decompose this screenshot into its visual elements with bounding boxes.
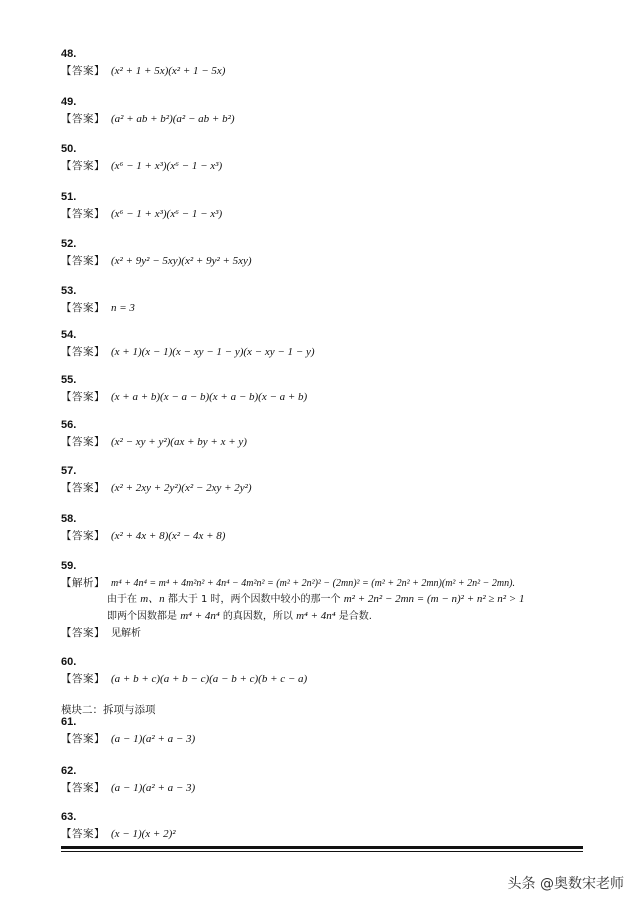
answer-expression: n = 3 [111, 302, 135, 314]
footer-rule-thick [61, 846, 583, 849]
text-segment: 是合数. [335, 611, 372, 622]
answer-label: 【答案】 [61, 160, 105, 172]
item-number: 49. [61, 96, 77, 108]
item-number: 63. [61, 811, 77, 823]
answer-item-62 [61, 765, 581, 796]
answer-item-54 [61, 329, 581, 360]
item-number: 50. [61, 143, 77, 155]
answer-expression: (x⁶ − 1 + x³)(x⁶ − 1 − x³) [111, 160, 223, 172]
item-number: 52. [61, 238, 77, 250]
section-title: 模块二：拆项与添项 [61, 704, 156, 716]
item-number: 62. [61, 765, 77, 777]
answer-label: 【答案】 [61, 391, 105, 403]
item-number: 55. [61, 374, 77, 386]
answer-label: 【答案】 [61, 530, 105, 542]
item-number: 60. [61, 656, 77, 668]
answer-expression: (x² + 4x + 8)(x² − 4x + 8) [111, 530, 226, 542]
answer-label: 【答案】 [61, 113, 105, 125]
text-segment: 由于在 [107, 594, 141, 605]
analysis-label: 【解析】 [61, 577, 105, 589]
answer-expression: (x − 1)(x + 2)² [111, 828, 176, 840]
answer-expression: (x² + 2xy + 2y²)(x² − 2xy + 2y²) [111, 482, 252, 494]
footer-rule-thin [61, 851, 583, 852]
item-number: 57. [61, 465, 77, 477]
answer-item-49 [61, 96, 581, 127]
item-number: 58. [61, 513, 77, 525]
answer-expression: (x² + 9y² − 5xy)(x² + 9y² + 5xy) [111, 255, 252, 267]
text-segment: 的真因数，所以 [219, 611, 297, 622]
answer-label: 【答案】 [61, 208, 105, 220]
answer-label: 【答案】 [61, 828, 105, 840]
analysis-line-3 [107, 608, 581, 625]
answer-text: 见解析 [111, 628, 141, 639]
item-number: 61. [61, 716, 77, 728]
item-number: 56. [61, 419, 77, 431]
answer-item-57 [61, 465, 581, 496]
answer-label: 【答案】 [61, 302, 105, 314]
item-number: 59. [61, 560, 77, 572]
answer-label: 【答案】 [61, 782, 105, 794]
answer-item-63 [61, 811, 581, 842]
answer-item-58 [61, 513, 581, 544]
answer-label: 【答案】 [61, 627, 105, 639]
answer-item-55 [61, 374, 581, 405]
answer-expression: (a − 1)(a² + a − 3) [111, 733, 196, 745]
answer-expression: (x⁶ − 1 + x³)(x⁶ − 1 − x³) [111, 208, 223, 220]
math-segment: m² + 2n² − 2mn = (m − n)² + n² ≥ n² > 1 [343, 593, 525, 605]
answer-item-51 [61, 191, 581, 222]
answer-item-52 [61, 238, 581, 269]
answer-expression: (a + b + c)(a + b − c)(a − b + c)(b + c − a) [111, 673, 308, 685]
math-segment: m⁴ + 4n⁴ [296, 610, 336, 622]
item-number: 53. [61, 285, 77, 297]
analysis-line-2 [107, 591, 581, 608]
answer-expression: (x + 1)(x − 1)(x − xy − 1 − y)(x − xy − 1 − y) [111, 346, 315, 358]
math-segment: m⁴ + 4n⁴ [180, 610, 220, 622]
answer-label: 【答案】 [61, 436, 105, 448]
answer-item-50 [61, 143, 581, 174]
math-segment: m、n [140, 593, 165, 605]
answer-label: 【答案】 [61, 673, 105, 685]
answer-expression: (a² + ab + b²)(a² − ab + b²) [111, 113, 235, 125]
answer-item-48 [61, 48, 581, 79]
answer-item-56 [61, 419, 581, 450]
answer-expression: (x² − xy + y²)(ax + by + x + y) [111, 436, 247, 448]
answer-item-53 [61, 285, 581, 316]
answer-label: 【答案】 [61, 346, 105, 358]
answer-label: 【答案】 [61, 65, 105, 77]
item-number: 48. [61, 48, 77, 60]
answer-label: 【答案】 [61, 482, 105, 494]
answer-item-60 [61, 656, 581, 687]
answer-expression: (x + a + b)(x − a − b)(x + a − b)(x − a + b) [111, 391, 308, 403]
answer-expression: (x² + 1 + 5x)(x² + 1 − 5x) [111, 65, 226, 77]
watermark-text: 头条 @奥数宋老师 [507, 876, 624, 892]
answer-expression: (a − 1)(a² + a − 3) [111, 782, 196, 794]
item-number: 51. [61, 191, 77, 203]
answer-label: 【答案】 [61, 733, 105, 745]
answer-item-61 [61, 716, 581, 747]
text-segment: 即两个因数都是 [107, 611, 181, 622]
item-number: 54. [61, 329, 77, 341]
text-segment: 都大于 1 时，两个因数中较小的那一个 [164, 594, 344, 605]
analysis-line-1: m⁴ + 4n⁴ = m⁴ + 4m²n² + 4n⁴ − 4m²n² = (m² + 2n²)² − (2mn)² = (m² + 2n² + 2mn)(m² + 2n² − 2mn). [111, 578, 515, 589]
answer-item-59 [61, 560, 581, 641]
answer-label: 【答案】 [61, 255, 105, 267]
